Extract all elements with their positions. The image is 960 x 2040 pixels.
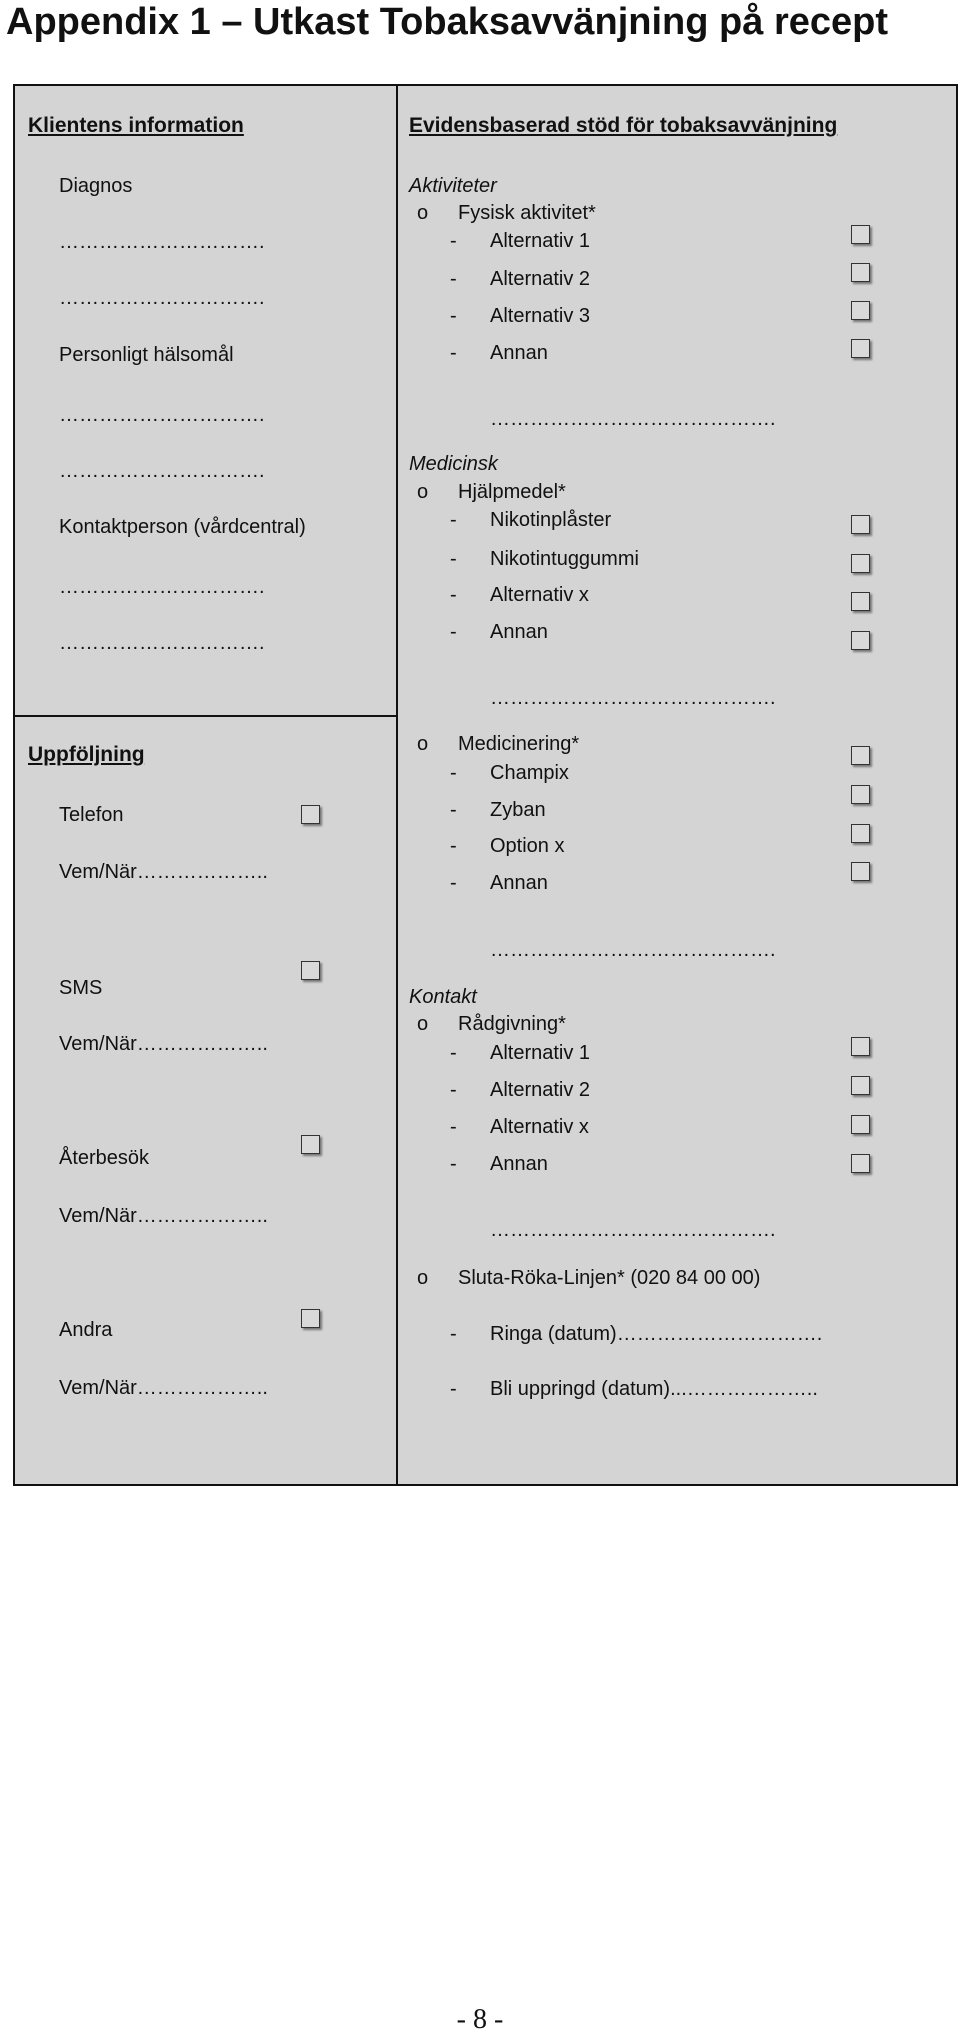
option-dash: -: [450, 762, 457, 784]
fysisk-option-1: Alternativ 1: [490, 230, 591, 252]
medicinsk-bullet-2: o: [417, 733, 429, 755]
followup-telefon-checkbox[interactable]: [301, 805, 320, 824]
radgivning-option-annan-checkbox[interactable]: [851, 1154, 870, 1173]
contact-person-line-2[interactable]: ………………………….: [59, 632, 265, 654]
bli-uppringd-datum-field[interactable]: Bli uppringd (datum)...………………..: [490, 1378, 818, 1400]
ringa-datum-field[interactable]: Ringa (datum)………………………….: [490, 1323, 823, 1345]
option-dash: -: [450, 621, 457, 643]
fysisk-option-3: Alternativ 3: [490, 305, 591, 327]
fysisk-aktivitet-label: Fysisk aktivitet*: [458, 202, 596, 224]
followup-sms-checkbox[interactable]: [301, 961, 320, 980]
medicinering-option-1-checkbox[interactable]: [851, 785, 870, 804]
medicinering-option-annan: Annan: [490, 872, 548, 894]
radgivning-option-2-checkbox[interactable]: [851, 1076, 870, 1095]
option-dash: -: [450, 305, 457, 327]
hjalpmedel-option-annan-checkbox[interactable]: [851, 631, 870, 650]
contact-person-line-1[interactable]: ………………………….: [59, 576, 265, 598]
kontakt-bullet-1: o: [417, 1013, 429, 1035]
followup-andra-label: Andra: [59, 1319, 113, 1341]
diagnos-line-1[interactable]: ………………………….: [59, 231, 265, 253]
fysisk-option-annan-checkbox[interactable]: [851, 339, 870, 358]
followup-aterbesok-checkbox[interactable]: [301, 1135, 320, 1154]
contact-person-label: Kontaktperson (vårdcentral): [59, 516, 306, 538]
hjalpmedel-option-2-checkbox[interactable]: [851, 554, 870, 573]
medicinering-option-2: Zyban: [490, 799, 546, 821]
option-dash: -: [450, 799, 457, 821]
radgivning-label: Rådgivning*: [458, 1013, 566, 1035]
health-goal-label: Personligt hälsomål: [59, 344, 234, 366]
radgivning-option-annan: Annan: [490, 1153, 548, 1175]
health-goal-line-1[interactable]: ………………………….: [59, 404, 265, 426]
option-dash: -: [450, 872, 457, 894]
fysisk-other-line[interactable]: …………………………………….: [490, 408, 776, 430]
hjalpmedel-option-1: Nikotinplåster: [490, 509, 612, 531]
option-dash: -: [450, 1042, 457, 1064]
medicinering-option-2-checkbox[interactable]: [851, 824, 870, 843]
hjalpmedel-option-2: Nikotintuggummi: [490, 548, 639, 570]
followup-telefon-who-when[interactable]: Vem/När………………..: [59, 861, 268, 883]
radgivning-option-2: Alternativ 2: [490, 1079, 591, 1101]
fysisk-option-1-checkbox[interactable]: [851, 225, 870, 244]
fysisk-option-2-checkbox[interactable]: [851, 263, 870, 282]
option-dash: -: [450, 1116, 457, 1138]
option-dash: -: [450, 268, 457, 290]
option-dash: -: [450, 1378, 457, 1400]
option-dash: -: [450, 1323, 457, 1345]
hjalpmedel-option-annan: Annan: [490, 621, 548, 643]
hjalpmedel-option-3-checkbox[interactable]: [851, 592, 870, 611]
option-dash: -: [450, 1153, 457, 1175]
aktiviteter-heading: Aktiviteter: [409, 175, 497, 197]
prescription-form: [13, 84, 958, 1486]
option-dash: -: [450, 548, 457, 570]
column-divider: [396, 86, 398, 1484]
diagnos-label: Diagnos: [59, 175, 133, 197]
medicinering-checkbox[interactable]: [851, 746, 870, 765]
aktiviteter-bullet: o: [417, 202, 429, 224]
option-dash: -: [450, 1079, 457, 1101]
followup-andra-checkbox[interactable]: [301, 1309, 320, 1328]
option-dash: -: [450, 584, 457, 606]
option-dash: -: [450, 342, 457, 364]
sluta-roka-linjen-label: Sluta-Röka-Linjen* (020 84 00 00): [458, 1267, 761, 1289]
medicinering-option-3-checkbox[interactable]: [851, 862, 870, 881]
diagnos-line-2[interactable]: ………………………….: [59, 287, 265, 309]
radgivning-other-line[interactable]: …………………………………….: [490, 1219, 776, 1241]
page-number: - 8 -: [456, 2004, 504, 2035]
hjalpmedel-other-line[interactable]: …………………………………….: [490, 687, 776, 709]
health-goal-line-2[interactable]: ………………………….: [59, 460, 265, 482]
hjalpmedel-label: Hjälpmedel*: [458, 481, 566, 503]
medicinering-other-line[interactable]: …………………………………….: [490, 939, 776, 961]
followup-aterbesok-label: Återbesök: [59, 1147, 150, 1169]
followup-sms-who-when[interactable]: Vem/När………………..: [59, 1033, 268, 1055]
radgivning-option-3: Alternativ x: [490, 1116, 589, 1138]
option-dash: -: [450, 835, 457, 857]
fysisk-option-annan: Annan: [490, 342, 548, 364]
client-info-heading: Klientens information: [28, 114, 244, 137]
radgivning-option-3-checkbox[interactable]: [851, 1115, 870, 1134]
evidence-support-heading: Evidensbaserad stöd för tobaksavvänjning: [409, 114, 838, 137]
kontakt-bullet-2: o: [417, 1267, 429, 1289]
followup-sms-label: SMS: [59, 977, 103, 999]
hjalpmedel-option-3: Alternativ x: [490, 584, 589, 606]
fysisk-option-2: Alternativ 2: [490, 268, 591, 290]
radgivning-option-1: Alternativ 1: [490, 1042, 591, 1064]
followup-heading: Uppföljning: [28, 743, 145, 766]
kontakt-heading: Kontakt: [409, 986, 477, 1008]
medicinering-option-3: Option x: [490, 835, 565, 857]
medicinsk-bullet-1: o: [417, 481, 429, 503]
fysisk-option-3-checkbox[interactable]: [851, 301, 870, 320]
medicinering-label: Medicinering*: [458, 733, 580, 755]
radgivning-option-1-checkbox[interactable]: [851, 1037, 870, 1056]
option-dash: -: [450, 230, 457, 252]
page-title: Appendix 1 – Utkast Tobaksavvänjning på recept: [6, 1, 888, 43]
hjalpmedel-option-1-checkbox[interactable]: [851, 515, 870, 534]
medicinering-option-1: Champix: [490, 762, 569, 784]
followup-aterbesok-who-when[interactable]: Vem/När………………..: [59, 1205, 268, 1227]
followup-andra-who-when[interactable]: Vem/När………………..: [59, 1377, 268, 1399]
section-divider: [15, 715, 397, 717]
option-dash: -: [450, 509, 457, 531]
medicinsk-heading: Medicinsk: [409, 453, 498, 475]
followup-telefon-label: Telefon: [59, 804, 124, 826]
